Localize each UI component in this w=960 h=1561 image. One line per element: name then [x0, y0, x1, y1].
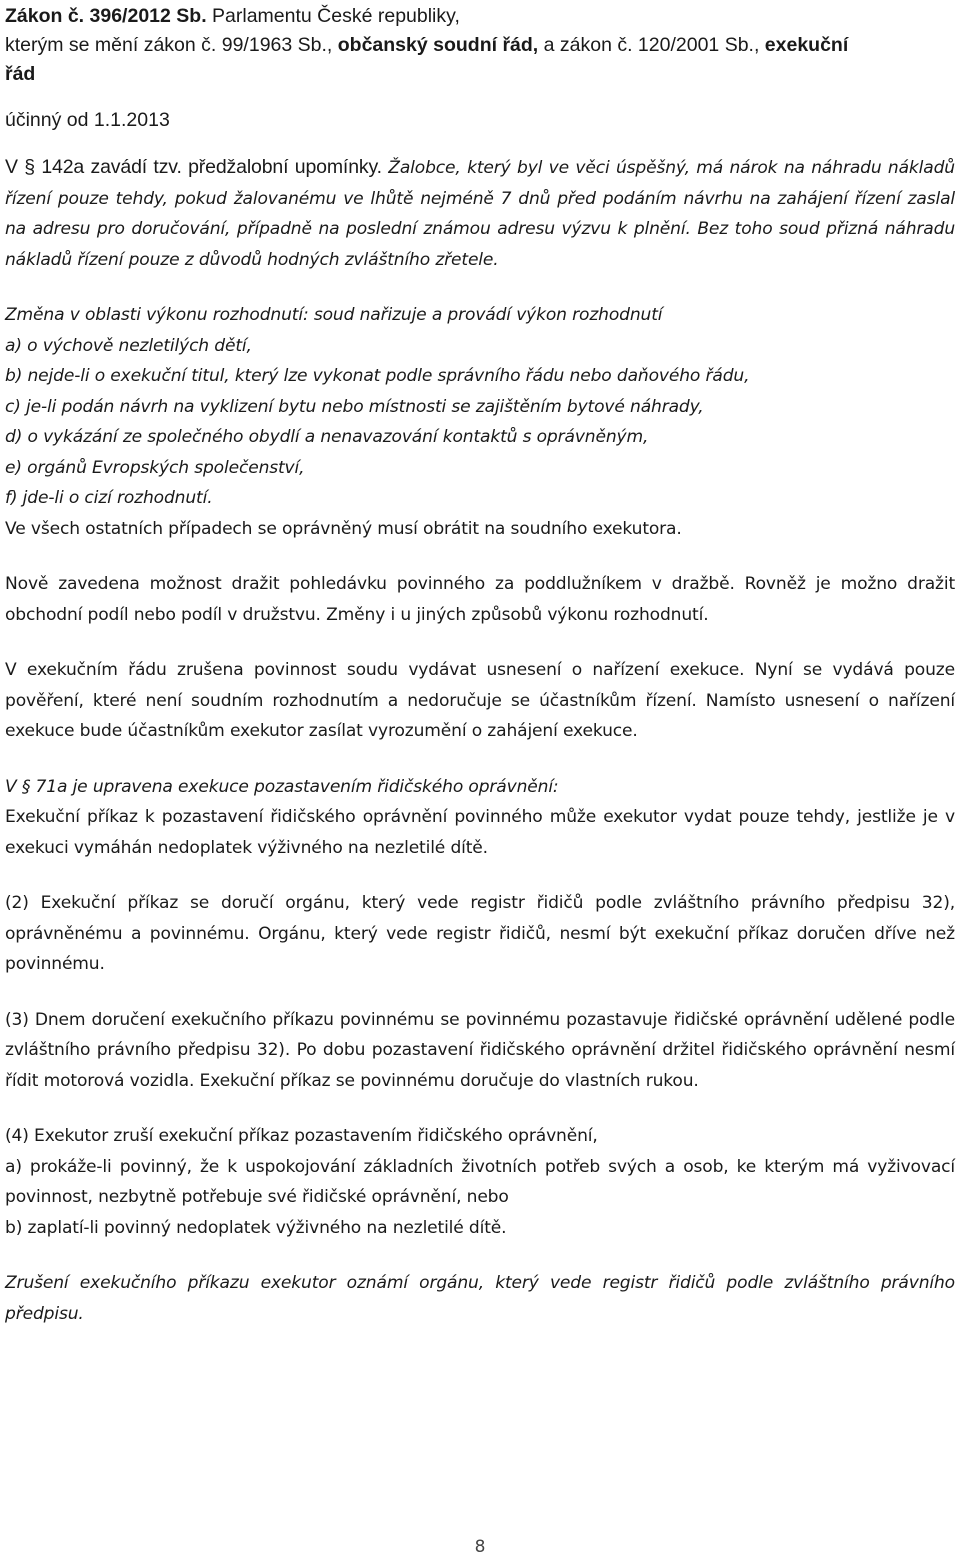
section-vykon-rozhodnuti: [5, 300, 955, 544]
paragraph-4-item-b: b) zaplatí-li povinný nedoplatek výživného na nezletilé dítě.: [5, 1217, 507, 1238]
section-71a-text: Exekuční příkaz k pozastavení řidičského oprávnění povinného může exekutor vydat pouze tehdy, jestliže je v exekuci vymáhán nedoplatek výživného na nezletilé dítě.: [5, 807, 955, 858]
paragraph-4-item-a: a) prokáže-li povinný, že k uspokojování základních životních potřeb svých a osob, ke kterým má vyživovací povinnost, nezbytně potřebuje své řidičské oprávnění, nebo: [5, 1156, 955, 1207]
list-item: d) o vykázání ze společného obydlí a nenavazování kontaktů s oprávněným,: [5, 427, 649, 447]
list-item: b) nejde-li o exekuční titul, který lze vykonat podle správního řádu nebo daňového řádu,: [5, 366, 750, 386]
law-name-rad: řád: [5, 63, 36, 85]
section-predzalobni: [5, 152, 955, 275]
page-number: 8: [474, 1537, 486, 1557]
law-name-civil: občanský soudní řád,: [337, 34, 539, 56]
paragraph-2: (2) Exekuční příkaz se doručí orgánu, který vede registr řidičů podle zvláštního právního předpisu 32), oprávněnému a povinnému. Orgánu, který vede registr řidičů, nesmí být exekuční příkaz doručen dříve než povinnému.: [5, 893, 955, 974]
law-title-text-2: a zákon č. 120/2001 Sb.,: [538, 34, 765, 56]
law-title-text: kterým se mění zákon č. 99/1963 Sb.,: [5, 34, 338, 56]
section-exekucni-rad: V exekučním řádu zrušena povinnost soudu vydávat usnesení o nařízení exekuce. Nyní se vydává pouze pověření, které není soudním rozhodnutím a nedoručuje se účastníkům řízení. Namísto usnesení o nařízení exekuce bude účastníkům exekutor zasílat vyrozumění o zahájení exekuce.: [5, 660, 955, 741]
law-name-exekucni: exekuční: [764, 34, 849, 56]
paragraph-zruseni: Zrušení exekučního příkazu exekutor oznámí orgánu, který vede registr řidičů podle zvláštního právního předpisu.: [5, 1273, 955, 1324]
law-issuer: Parlamentu České republiky,: [206, 5, 460, 27]
paragraph-3: (3) Dnem doručení exekučního příkazu povinnému se povinnému pozastavuje řidičské oprávnění udělené podle zvláštního právního předpisu 32). Po dobu pozastavení řidičského oprávnění držitel řidičského oprávnění nesmí řídit motorová vozidla. Exekuční příkaz se povinnému doručuje do vlastních rukou.: [5, 1009, 955, 1091]
law-title: [5, 0, 955, 89]
paragraph-4-intro: (4) Exekutor zruší exekuční příkaz pozastavením řidičského oprávnění,: [5, 1126, 598, 1146]
section-71a: [5, 772, 955, 864]
list-item: e) orgánů Evropských společenství,: [5, 457, 305, 478]
section-vykon-outro: Ve všech ostatních případech se oprávněný musí obrátit na soudního exekutora.: [5, 518, 682, 539]
document-page: [5, 0, 955, 1329]
section-drazba: Nově zavedena možnost dražit pohledávku povinného za poddlužníkem v dražbě. Rovněž je možno dražit obchodní podíl nebo podíl v družstvu. Změny i u jiných způsobů výkonu rozhodnutí.: [5, 574, 955, 625]
section-predzalobni-text: Žalobce, který byl ve věci úspěšný, má nárok na náhradu nákladů řízení pouze tehdy, pokud žalovanému ve lhůtě nejméně 7 dnů před podáním návrhu na zahájení řízení zaslal na adresu pro doručování, případně na poslední známou adresu výzvu k plnění. Bez toho soud přizná náhradu nákladů řízení pouze z důvodů hodných zvláštního zřetele.: [5, 158, 955, 270]
section-71a-heading: V § 71a je upravena exekuce pozastavením řidičského oprávnění:: [5, 776, 559, 797]
effective-date: účinný od 1.1.2013: [5, 109, 170, 131]
section-vykon-intro: Změna v oblasti výkonu rozhodnutí: soud nařizuje a provádí výkon rozhodnutí: [5, 305, 663, 325]
paragraph-4: [5, 1121, 955, 1243]
law-number: Zákon č. 396/2012 Sb.: [5, 5, 207, 27]
section-predzalobni-intro: V § 142a zavádí tzv. předžalobní upomínky.: [5, 156, 389, 178]
list-item: f) jde-li o cizí rozhodnutí.: [5, 488, 213, 508]
list-item: a) o výchově nezletilých dětí,: [5, 335, 252, 356]
list-item: c) je-li podán návrh na vyklizení bytu nebo místnosti se zajištěním bytové náhrady,: [5, 396, 704, 417]
